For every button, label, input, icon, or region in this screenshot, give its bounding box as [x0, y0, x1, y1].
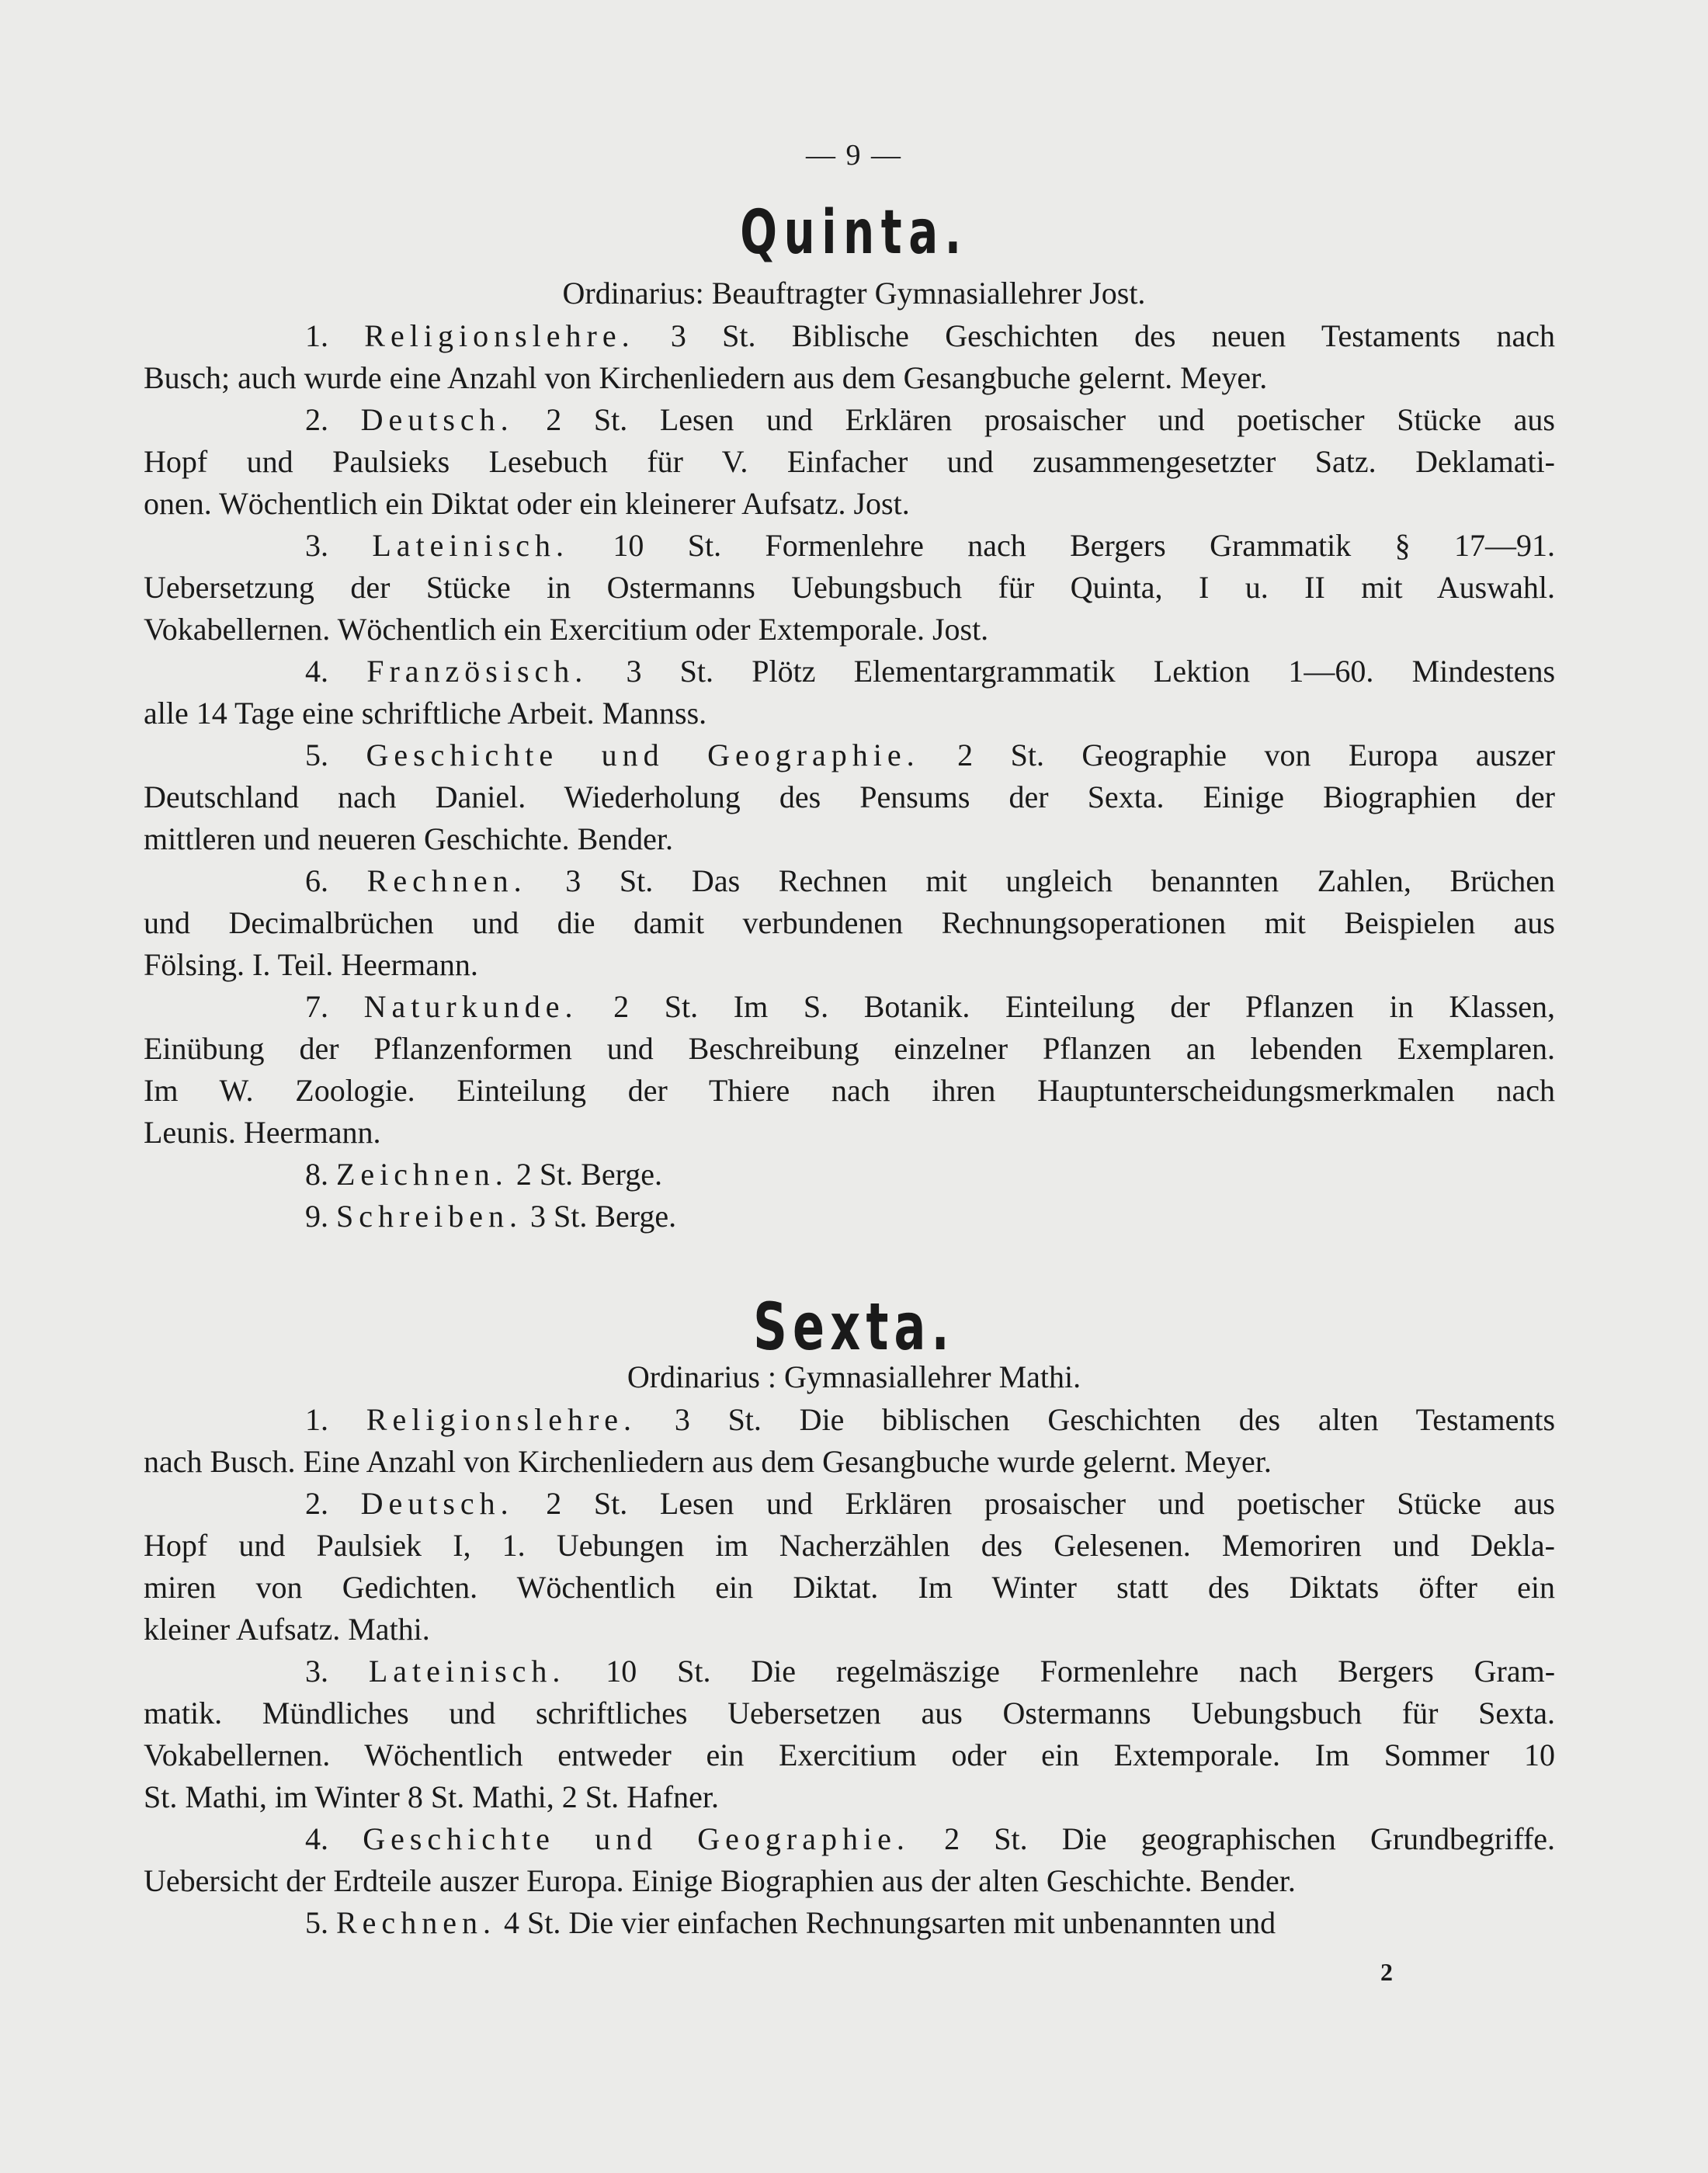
item-number: 9. [305, 1199, 328, 1234]
item-text: 3 St. Berge. [529, 1199, 677, 1234]
item-text: Deutschland nach Daniel. Wiederholung des Pensums der Sexta. Einige Biographien der [144, 779, 1555, 814]
quinta-item-7-line-2 [144, 1028, 1555, 1070]
subject-name: Geschichte und Geographie. [366, 738, 920, 772]
sexta-item-3-line-2 [144, 1692, 1555, 1734]
item-number: 3. [305, 528, 328, 563]
item-text: 4 St. Die vier einfachen Rechnungsarten mit unbenannten und [503, 1905, 1276, 1940]
item-text: Fölsing. I. Teil. Heermann. [144, 947, 478, 982]
quinta-item-3-line-3 [144, 609, 1555, 651]
sexta-item-4-line-2 [144, 1860, 1555, 1902]
item-text: 3 St. Die biblischen Geschichten des alten Testaments [674, 1402, 1556, 1437]
item-text: 2 St. Lesen und Erklären prosaischer und poetischer Stücke aus [546, 402, 1556, 437]
sexta-item-2-line-3 [144, 1567, 1555, 1609]
item-text: Vokabellernen. Wöchentlich ein Exercitium oder Extemporale. Jost. [144, 612, 989, 647]
subject-name: Schreiben. [336, 1199, 522, 1234]
item-text: Busch; auch wurde eine Anzahl von Kirchenliedern aus dem Gesangbuche gelernt. Meyer. [144, 360, 1268, 395]
quinta-item-3-line-2 [144, 567, 1555, 609]
quinta-item-2-line-1 [305, 399, 1555, 441]
item-text: alle 14 Tage eine schriftliche Arbeit. Mannss. [144, 696, 707, 731]
quinta-item-4-line-1 [305, 651, 1555, 693]
item-text: nach Busch. Eine Anzahl von Kirchenliedern aus dem Gesangbuche wurde gelernt. Meyer. [144, 1444, 1272, 1479]
subject-name: Französisch. [366, 654, 588, 689]
item-text: 2 St. Im S. Botanik. Einteilung der Pflanzen in Klassen, [613, 989, 1556, 1024]
section-title-quinta: Quinta. [740, 198, 968, 268]
subject-name: Naturkunde. [363, 989, 578, 1024]
signature-mark: 2 [1380, 1958, 1393, 1986]
item-text: 2 St. Geographie von Europa auszer [957, 738, 1556, 772]
quinta-item-6-line-1 [305, 860, 1555, 902]
item-text: Hopf und Paulsiek I, 1. Uebungen im Nacherzählen des Gelesenen. Memoriren und Dekla- [144, 1528, 1555, 1563]
subject-name: Rechnen. [366, 863, 527, 898]
item-text: Hopf und Paulsieks Lesebuch für V. Einfacher und zusammengesetzter Satz. Deklamati- [144, 444, 1555, 479]
quinta-item-2-line-3 [144, 483, 1555, 525]
item-number: 5. [305, 738, 328, 772]
quinta-item-5-line-3 [144, 818, 1555, 860]
sexta-item-2-line-2 [144, 1525, 1555, 1567]
sexta-item-2-line-4 [144, 1609, 1555, 1651]
item-number: 3. [305, 1654, 328, 1689]
sexta-item-3-line-1 [305, 1651, 1555, 1692]
ordinarius-sexta: Ordinarius : Gymnasiallehrer Mathi. [627, 1359, 1081, 1394]
item-number: 4. [305, 1821, 328, 1856]
sexta-item-3-line-3 [144, 1734, 1555, 1776]
item-number: 2. [305, 1486, 328, 1521]
subject-name: Geschichte und Geographie. [363, 1821, 910, 1856]
item-text: Leunis. Heermann. [144, 1115, 381, 1150]
subject-name: Lateinisch. [368, 1654, 566, 1689]
item-text: St. Mathi, im Winter 8 St. Mathi, 2 St. Hafner. [144, 1779, 719, 1814]
item-text: 3 St. Biblische Geschichten des neuen Testaments nach [670, 318, 1556, 353]
sexta-item-1-line-2 [144, 1441, 1555, 1483]
quinta-item-5-line-1 [305, 734, 1555, 776]
quinta-item-7-line-3 [144, 1070, 1555, 1112]
sexta-item-5-line-1 [305, 1902, 1555, 1944]
section-title-sexta: Sexta. [753, 1289, 955, 1365]
quinta-item-1-line-1 [305, 315, 1555, 357]
subject-name: Rechnen. [336, 1905, 496, 1940]
item-text: 2 St. Lesen und Erklären prosaischer und poetischer Stücke aus [546, 1486, 1556, 1521]
item-text: Im W. Zoologie. Einteilung der Thiere nach ihren Hauptunterscheidungsmerkmalen nach [144, 1073, 1555, 1108]
item-text: kleiner Aufsatz. Mathi. [144, 1612, 430, 1647]
quinta-item-8-line-1 [305, 1154, 1555, 1196]
item-text: Uebersicht der Erdteile auszer Europa. Einige Biographien aus der alten Geschichte. Bender. [144, 1863, 1296, 1898]
sexta-item-4-line-1 [305, 1818, 1555, 1860]
item-text: onen. Wöchentlich ein Diktat oder ein kleinerer Aufsatz. Jost. [144, 486, 910, 521]
item-text: 10 St. Die regelmäszige Formenlehre nach Bergers Gram- [606, 1654, 1556, 1689]
item-text: Einübung der Pflanzenformen und Beschreibung einzelner Pflanzen an lebenden Exemplaren. [144, 1031, 1555, 1066]
item-text: 3 St. Das Rechnen mit ungleich benannten Zahlen, Brüchen [565, 863, 1555, 898]
ordinarius-quinta: Ordinarius: Beauftragter Gymnasiallehrer Jost. [562, 276, 1146, 311]
item-number: 2. [305, 402, 328, 437]
sexta-item-1-line-1 [305, 1399, 1555, 1441]
item-number: 4. [305, 654, 328, 689]
item-number: 5. [305, 1905, 328, 1940]
item-number: 6. [305, 863, 328, 898]
item-text: 2 St. Die geographischen Grundbegriffe. [944, 1821, 1556, 1856]
quinta-item-9-line-1 [305, 1196, 1555, 1237]
quinta-item-7-line-4 [144, 1112, 1555, 1154]
quinta-item-3-line-1 [305, 525, 1555, 567]
sexta-item-3-line-4 [144, 1776, 1555, 1818]
item-number: 7. [305, 989, 328, 1024]
item-text: matik. Mündliches und schriftliches Uebersetzen aus Ostermanns Uebungsbuch für Sexta. [144, 1696, 1555, 1730]
quinta-item-7-line-1 [305, 986, 1555, 1028]
quinta-item-2-line-2 [144, 441, 1555, 483]
subject-name: Zeichnen. [336, 1157, 509, 1192]
item-text: 10 St. Formenlehre nach Bergers Grammatik § 17—91. [613, 528, 1556, 563]
item-number: 8. [305, 1157, 328, 1192]
quinta-item-4-line-2 [144, 693, 1555, 734]
item-number: 1. [305, 1402, 328, 1437]
subject-name: Religionslehre. [366, 1402, 637, 1437]
subject-name: Deutsch. [360, 402, 514, 437]
item-text: Uebersetzung der Stücke in Ostermanns Uebungsbuch für Quinta, I u. II mit Auswahl. [144, 570, 1555, 605]
item-text: 3 St. Plötz Elementargrammatik Lektion 1—60. Mindestens [626, 654, 1556, 689]
sexta-item-2-line-1 [305, 1483, 1555, 1525]
quinta-item-1-line-2 [144, 357, 1555, 399]
item-text: und Decimalbrüchen und die damit verbundenen Rechnungsoperationen mit Beispielen aus [144, 905, 1555, 940]
item-text: mittleren und neueren Geschichte. Bender. [144, 821, 673, 856]
item-text: Vokabellernen. Wöchentlich entweder ein Exercitium oder ein Extemporale. Im Sommer 10 [144, 1737, 1555, 1772]
item-number: 1. [305, 318, 328, 353]
item-text: miren von Gedichten. Wöchentlich ein Diktat. Im Winter statt des Diktats öfter ein [144, 1570, 1555, 1605]
subject-name: Religionslehre. [364, 318, 635, 353]
subject-name: Lateinisch. [372, 528, 569, 563]
quinta-item-6-line-2 [144, 902, 1555, 944]
page-number: — 9 — [806, 139, 902, 172]
subject-name: Deutsch. [360, 1486, 514, 1521]
item-text: 2 St. Berge. [516, 1157, 662, 1192]
quinta-item-6-line-3 [144, 944, 1555, 986]
quinta-item-5-line-2 [144, 776, 1555, 818]
